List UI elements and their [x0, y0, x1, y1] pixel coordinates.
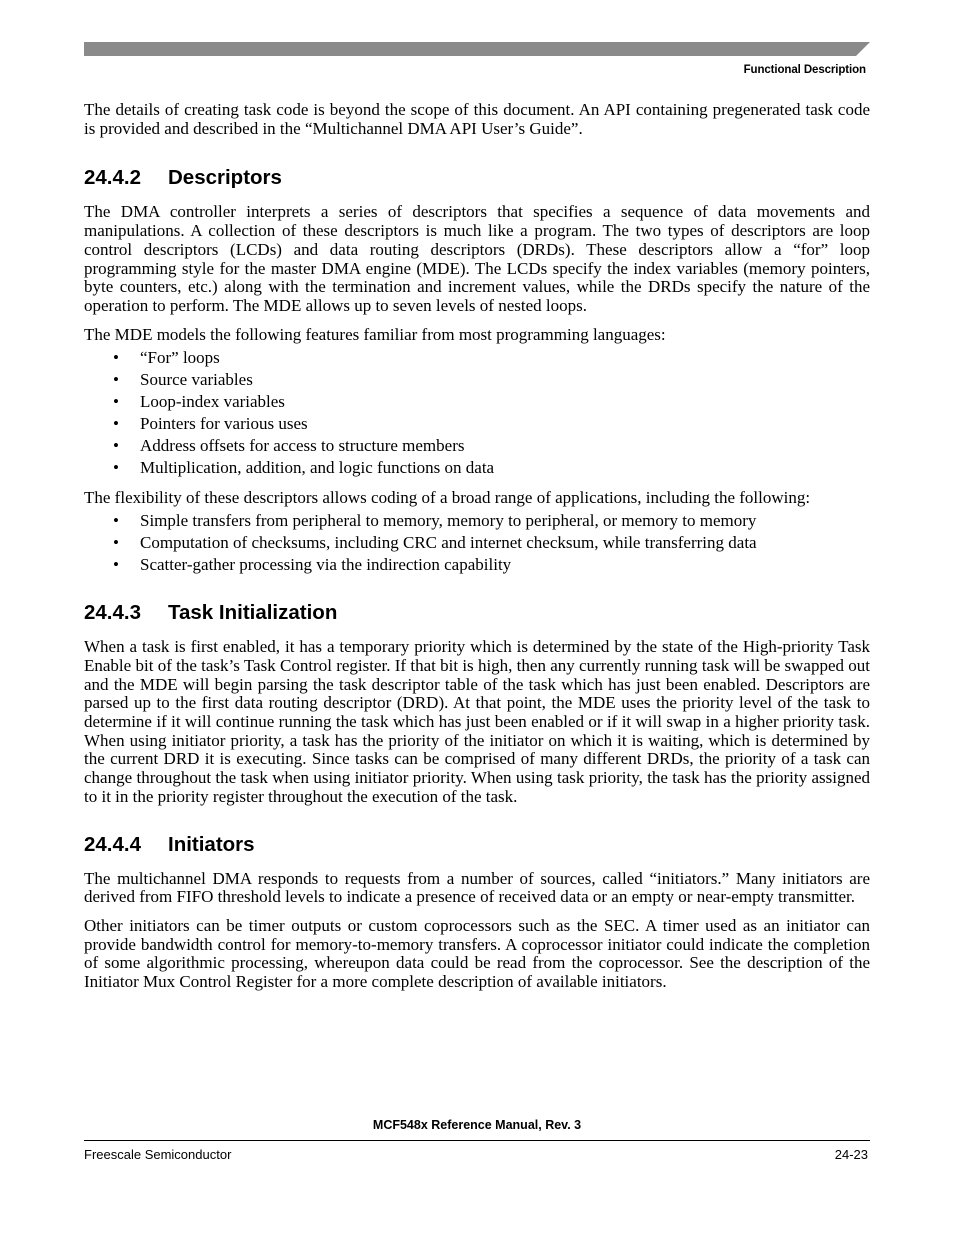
section-number: 24.4.4	[84, 832, 141, 856]
features-list	[84, 347, 870, 478]
footer-divider	[84, 1140, 870, 1141]
initiators-paragraph-1: The multichannel DMA responds to requests from a number of sources, called “initiators.” Many initiators are derived from FIFO threshold levels to indicate a presence of received data or an empty or near-empty transmitter.	[84, 868, 870, 907]
section-number: 24.4.2	[84, 166, 141, 190]
applications-list	[84, 510, 870, 576]
footer-page-number: 24-23	[834, 1147, 868, 1162]
descriptors-paragraph-1: The DMA controller interprets a series of descriptors that specifies a sequence of data movements and manipulations. A collection of these descriptors is much like a program. The two types of descriptors are loop control descriptors (LCDs) and data routing descriptors (DRDs). These descriptors allow a “for” loop programming style for the master DMA engine (MDE). The LCDs specify the index variables (memory pointers, byte counters, etc.) along with the termination and increment values, while the DRDs specify the nature of the operation to perform. The MDE allows up to seven levels of nested loops.	[84, 202, 870, 315]
section-title: Initiators	[168, 832, 255, 856]
section-heading-initiators	[84, 833, 870, 857]
list-item: • “For” loops	[113, 348, 220, 368]
footer-manual-title: MCF548x Reference Manual, Rev. 3	[372, 1118, 582, 1132]
intro-paragraph: The details of creating task code is beyond the scope of this document. An API containing pregenerated task code is provided and described in the “Multichannel DMA API User’s Guide”.	[84, 100, 870, 138]
descriptors-paragraph-3: The flexibility of these descriptors allows coding of a broad range of applications, including the following:	[84, 487, 811, 507]
footer-company: Freescale Semiconductor	[84, 1147, 232, 1162]
running-head: Functional Description	[743, 64, 866, 76]
list-item: • Multiplication, addition, and logic functions on data	[113, 457, 495, 477]
list-item: • Computation of checksums, including CRC and internet checksum, while transferring data	[113, 533, 757, 553]
list-item: • Simple transfers from peripheral to memory, memory to peripheral, or memory to memory	[113, 511, 757, 531]
page-content	[84, 101, 870, 992]
list-item: • Pointers for various uses	[113, 414, 308, 434]
initiators-paragraph-2: Other initiators can be timer outputs or custom coprocessors such as the SEC. A timer used as an initiator can provide bandwidth control for memory-to-memory transfers. A coprocessor initiator could indicate the completion of some algorithmic processing, whereupon data could be read from the coprocessor. See the description of the Initiator Mux Control Register for a more complete description of available initiators.	[84, 915, 870, 992]
descriptors-paragraph-2: The MDE models the following features familiar from most programming languages:	[84, 324, 666, 344]
list-item: • Source variables	[113, 370, 253, 390]
section-heading-descriptors	[84, 166, 870, 190]
list-item: • Loop-index variables	[113, 392, 285, 412]
list-item: • Address offsets for access to structure members	[113, 435, 465, 455]
header-bar-graphic	[84, 42, 870, 56]
list-item: • Scatter-gather processing via the indirection capability	[113, 555, 512, 575]
section-number: 24.4.3	[84, 601, 141, 625]
section-heading-task-initialization	[84, 601, 870, 625]
section-title: Descriptors	[168, 166, 282, 190]
section-title: Task Initialization	[168, 601, 338, 625]
header-bar	[84, 42, 870, 56]
task-initialization-paragraph: When a task is first enabled, it has a temporary priority which is determined by the state of the High-priority Task Enable bit of the task’s Task Control register. If that bit is high, then any currently running task will be swapped out and the MDE will begin parsing the task descriptor table of the task which has just been enabled. Descriptors are parsed up to the first data routing descriptor (DRD). At that point, the MDE uses the priority level of the task to determine if it will continue running the task which has just been enabled or if it will swap in a higher priority task. When using initiator priority, a task has the priority of the initiator on which it is waiting, which is determined by the current DRD it is executing. Since tasks can be comprised of many different DRDs, the priority of a task can change throughout the task when using initiator priority. When using task priority, the task has the priority assigned to it in the priority register throughout the execution of the task.	[84, 637, 870, 806]
